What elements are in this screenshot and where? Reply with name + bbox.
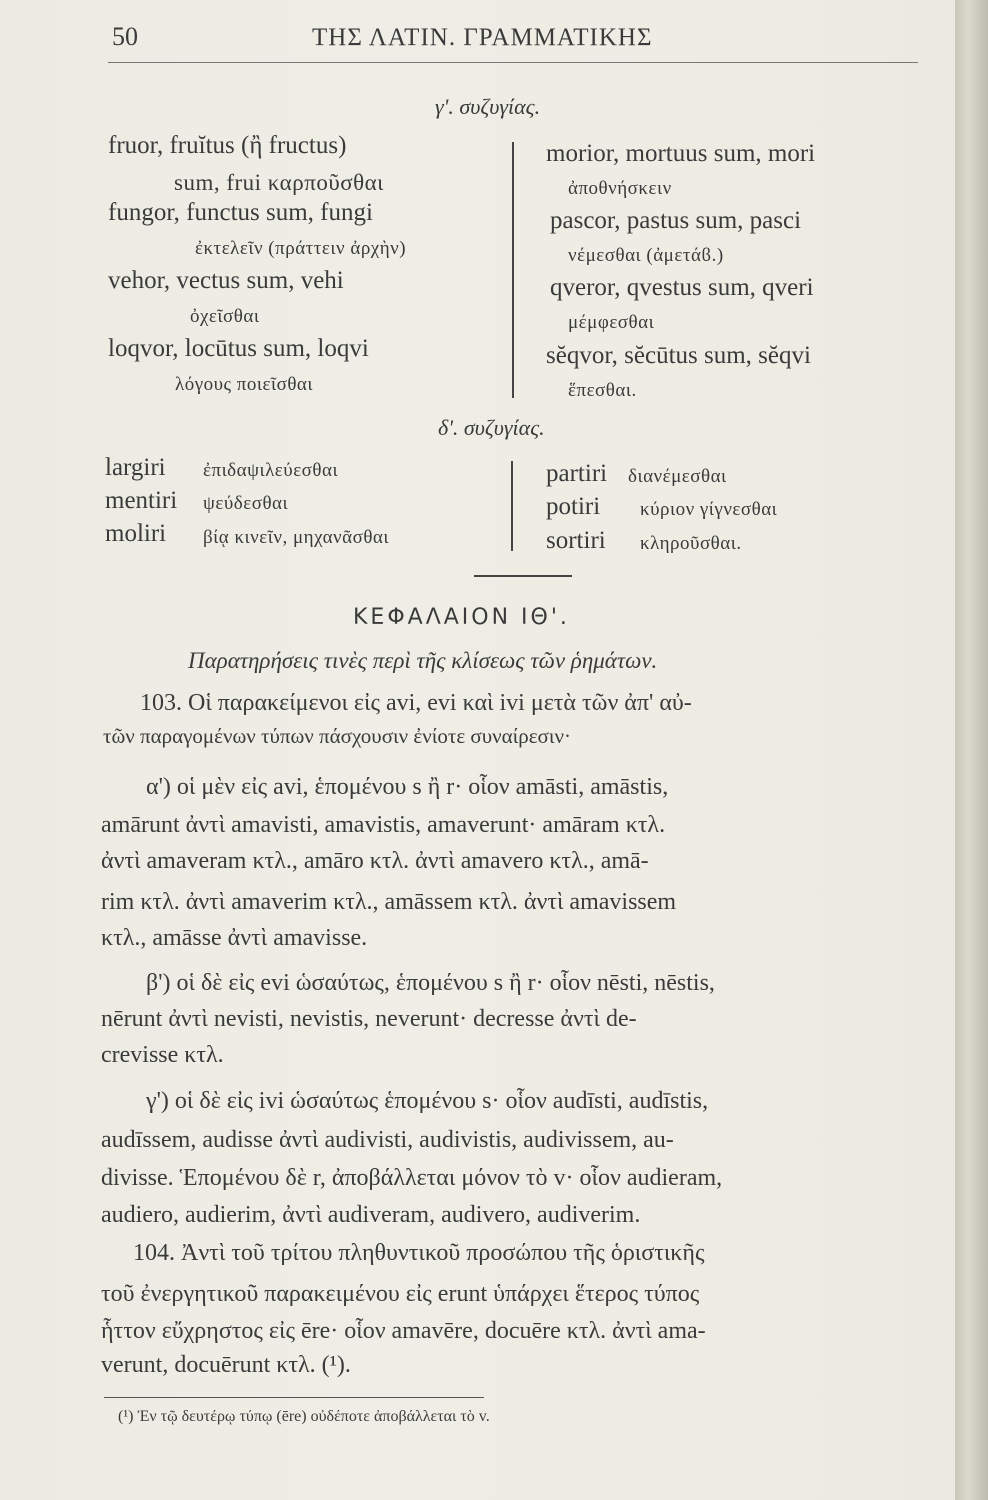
footnote: (¹) Ἐν τῷ δευτέρῳ τύπῳ (ēre) οὐδέποτε ἀποβάλλεται τὸ v.: [118, 1408, 490, 1425]
section-rule: [474, 575, 572, 577]
header-rule: [108, 62, 918, 63]
conj3-left-line: vehor, vectus sum, vehi: [108, 267, 344, 294]
conj3-left-line: ὀχεῖσθαι: [190, 306, 260, 327]
conj4-left-latin: moliri: [105, 520, 167, 547]
text-line: audīssem, audisse ἀντὶ audivisti, audivistis, audivissem, au-: [101, 1127, 674, 1153]
text-line: audiero, audierim, ἀντὶ audiveram, audivero, audiverim.: [101, 1202, 641, 1228]
conj3-left-line: loqvor, locūtus sum, loqvi: [108, 335, 369, 362]
conj3-right-line: ἕπεσθαι.: [568, 380, 637, 401]
chapter-subtitle: Παρατηρήσεις τινὲς περὶ τῆς κλίσεως τῶν ῥημάτων.: [188, 648, 658, 673]
conj4-left-greek: ἐπιδαψιλεύεσθαι: [203, 460, 339, 481]
conj4-right-greek: κληροῦσθαι.: [640, 533, 742, 554]
text-line: τοῦ ἐνεργητικοῦ παρακειμένου εἰς erunt ὑπάρχει ἕτερος τύπος: [101, 1281, 700, 1307]
conj3-right-line: μέμφεσθαι: [568, 312, 655, 333]
conj3-right-line: ἀποθνήσκειν: [568, 178, 672, 199]
conj3-title: γ'. συζυγίας.: [435, 94, 541, 119]
footnote-rule: [104, 1397, 484, 1398]
conj4-right-latin: partiri: [546, 460, 608, 487]
text-line: rim κτλ. ἀντὶ amaverim κτλ., amāssem κτλ. ἀντὶ amavissem: [101, 889, 677, 915]
chapter-title: ΚΕΦΑΛΑΙΟΝ ΙΘ'.: [353, 605, 570, 630]
running-title: ΤΗΣ ΛΑΤΙΝ. ΓΡΑΜΜΑΤΙΚΗΣ: [312, 24, 653, 51]
conj4-right-latin: sortiri: [546, 527, 606, 554]
column-divider: [511, 461, 513, 551]
page-number: 50: [112, 22, 138, 51]
conj3-left-line: ἐκτελεῖν (πράττειν ἀρχὴν): [195, 238, 407, 259]
book-spine-edge: [955, 0, 988, 1500]
conj4-left-latin: largiri: [105, 454, 166, 481]
conj4-right-greek: κύριον γίγνεσθαι: [640, 499, 778, 520]
conj3-right-line: νέμεσθαι (ἀμετάϐ.): [568, 245, 724, 266]
conj4-right-latin: potiri: [546, 493, 601, 520]
conj3-right-line: qveror, qvestus sum, qveri: [550, 274, 814, 301]
conj3-left-line: fungor, functus sum, fungi: [108, 199, 373, 226]
text-line: β') οἱ δὲ εἰς evi ὡσαύτως, ἑπομένου s ἢ r· οἷον nēsti, nēstis,: [146, 970, 715, 996]
text-line: crevisse κτλ.: [101, 1042, 224, 1068]
conj3-left-line: λόγους ποιεῖσθαι: [175, 374, 313, 395]
column-divider: [512, 142, 514, 398]
text-line: verunt, docuērunt κτλ. (¹).: [101, 1352, 351, 1378]
text-line: τῶν παραγομένων τύπων πάσχουσιν ἐνίοτε συναίρεσιν·: [103, 724, 572, 748]
text-line: ἀντὶ amaveram κτλ., amāro κτλ. ἀντὶ amavero κτλ., amā-: [101, 848, 649, 874]
conj4-left-latin: mentiri: [105, 487, 178, 514]
text-line: nērunt ἀντὶ nevisti, nevistis, neverunt· decresse ἀντὶ de-: [101, 1006, 637, 1032]
text-line: κτλ., amāsse ἀντὶ amavisse.: [101, 925, 368, 951]
text-line: amārunt ἀντὶ amavisti, amavistis, amaverunt· amāram κτλ.: [101, 812, 666, 838]
conj3-right-line: morior, mortuus sum, mori: [546, 140, 816, 167]
text-line: 103. Οἱ παρακείμενοι εἰς avi, evi καὶ ivi μετὰ τῶν ἀπ' αὐ-: [140, 690, 692, 716]
conj3-right-line: sĕqvor, sĕcūtus sum, sĕqvi: [546, 342, 811, 369]
conj3-left-line: sum, frui καρποῦσθαι: [174, 170, 384, 195]
conj4-right-greek: διανέμεσθαι: [628, 466, 727, 487]
text-line: ἧττον εὔχρηστος εἰς ēre· οἷον amavēre, docuēre κτλ. ἀντὶ ama-: [101, 1318, 706, 1344]
conj3-left-line: fruor, fruĭtus (ἢ fructus): [108, 132, 347, 159]
text-line: γ') οἱ δὲ εἰς ivi ὡσαύτως ἑπομένου s· οἷον audīsti, audīstis,: [146, 1088, 709, 1114]
conj3-right-line: pascor, pastus sum, pasci: [550, 207, 802, 234]
text-line: α') οἱ μὲν εἰς avi, ἑπομένου s ἢ r· οἷον amāsti, amāstis,: [146, 774, 669, 800]
conj4-left-greek: ψεύδεσθαι: [203, 493, 289, 514]
conj4-left-greek: βίᾳ κινεῖν, μηχανᾶσθαι: [203, 527, 389, 548]
text-line: divisse. Ἑπομένου δὲ r, ἀποβάλλεται μόνον τὸ v· οἷον audieram,: [101, 1165, 723, 1191]
conj4-title: δ'. συζυγίας.: [438, 415, 545, 440]
text-line: 104. Ἀντὶ τοῦ τρίτου πληθυντικοῦ προσώπου τῆς ὁριστικῆς: [133, 1240, 705, 1266]
